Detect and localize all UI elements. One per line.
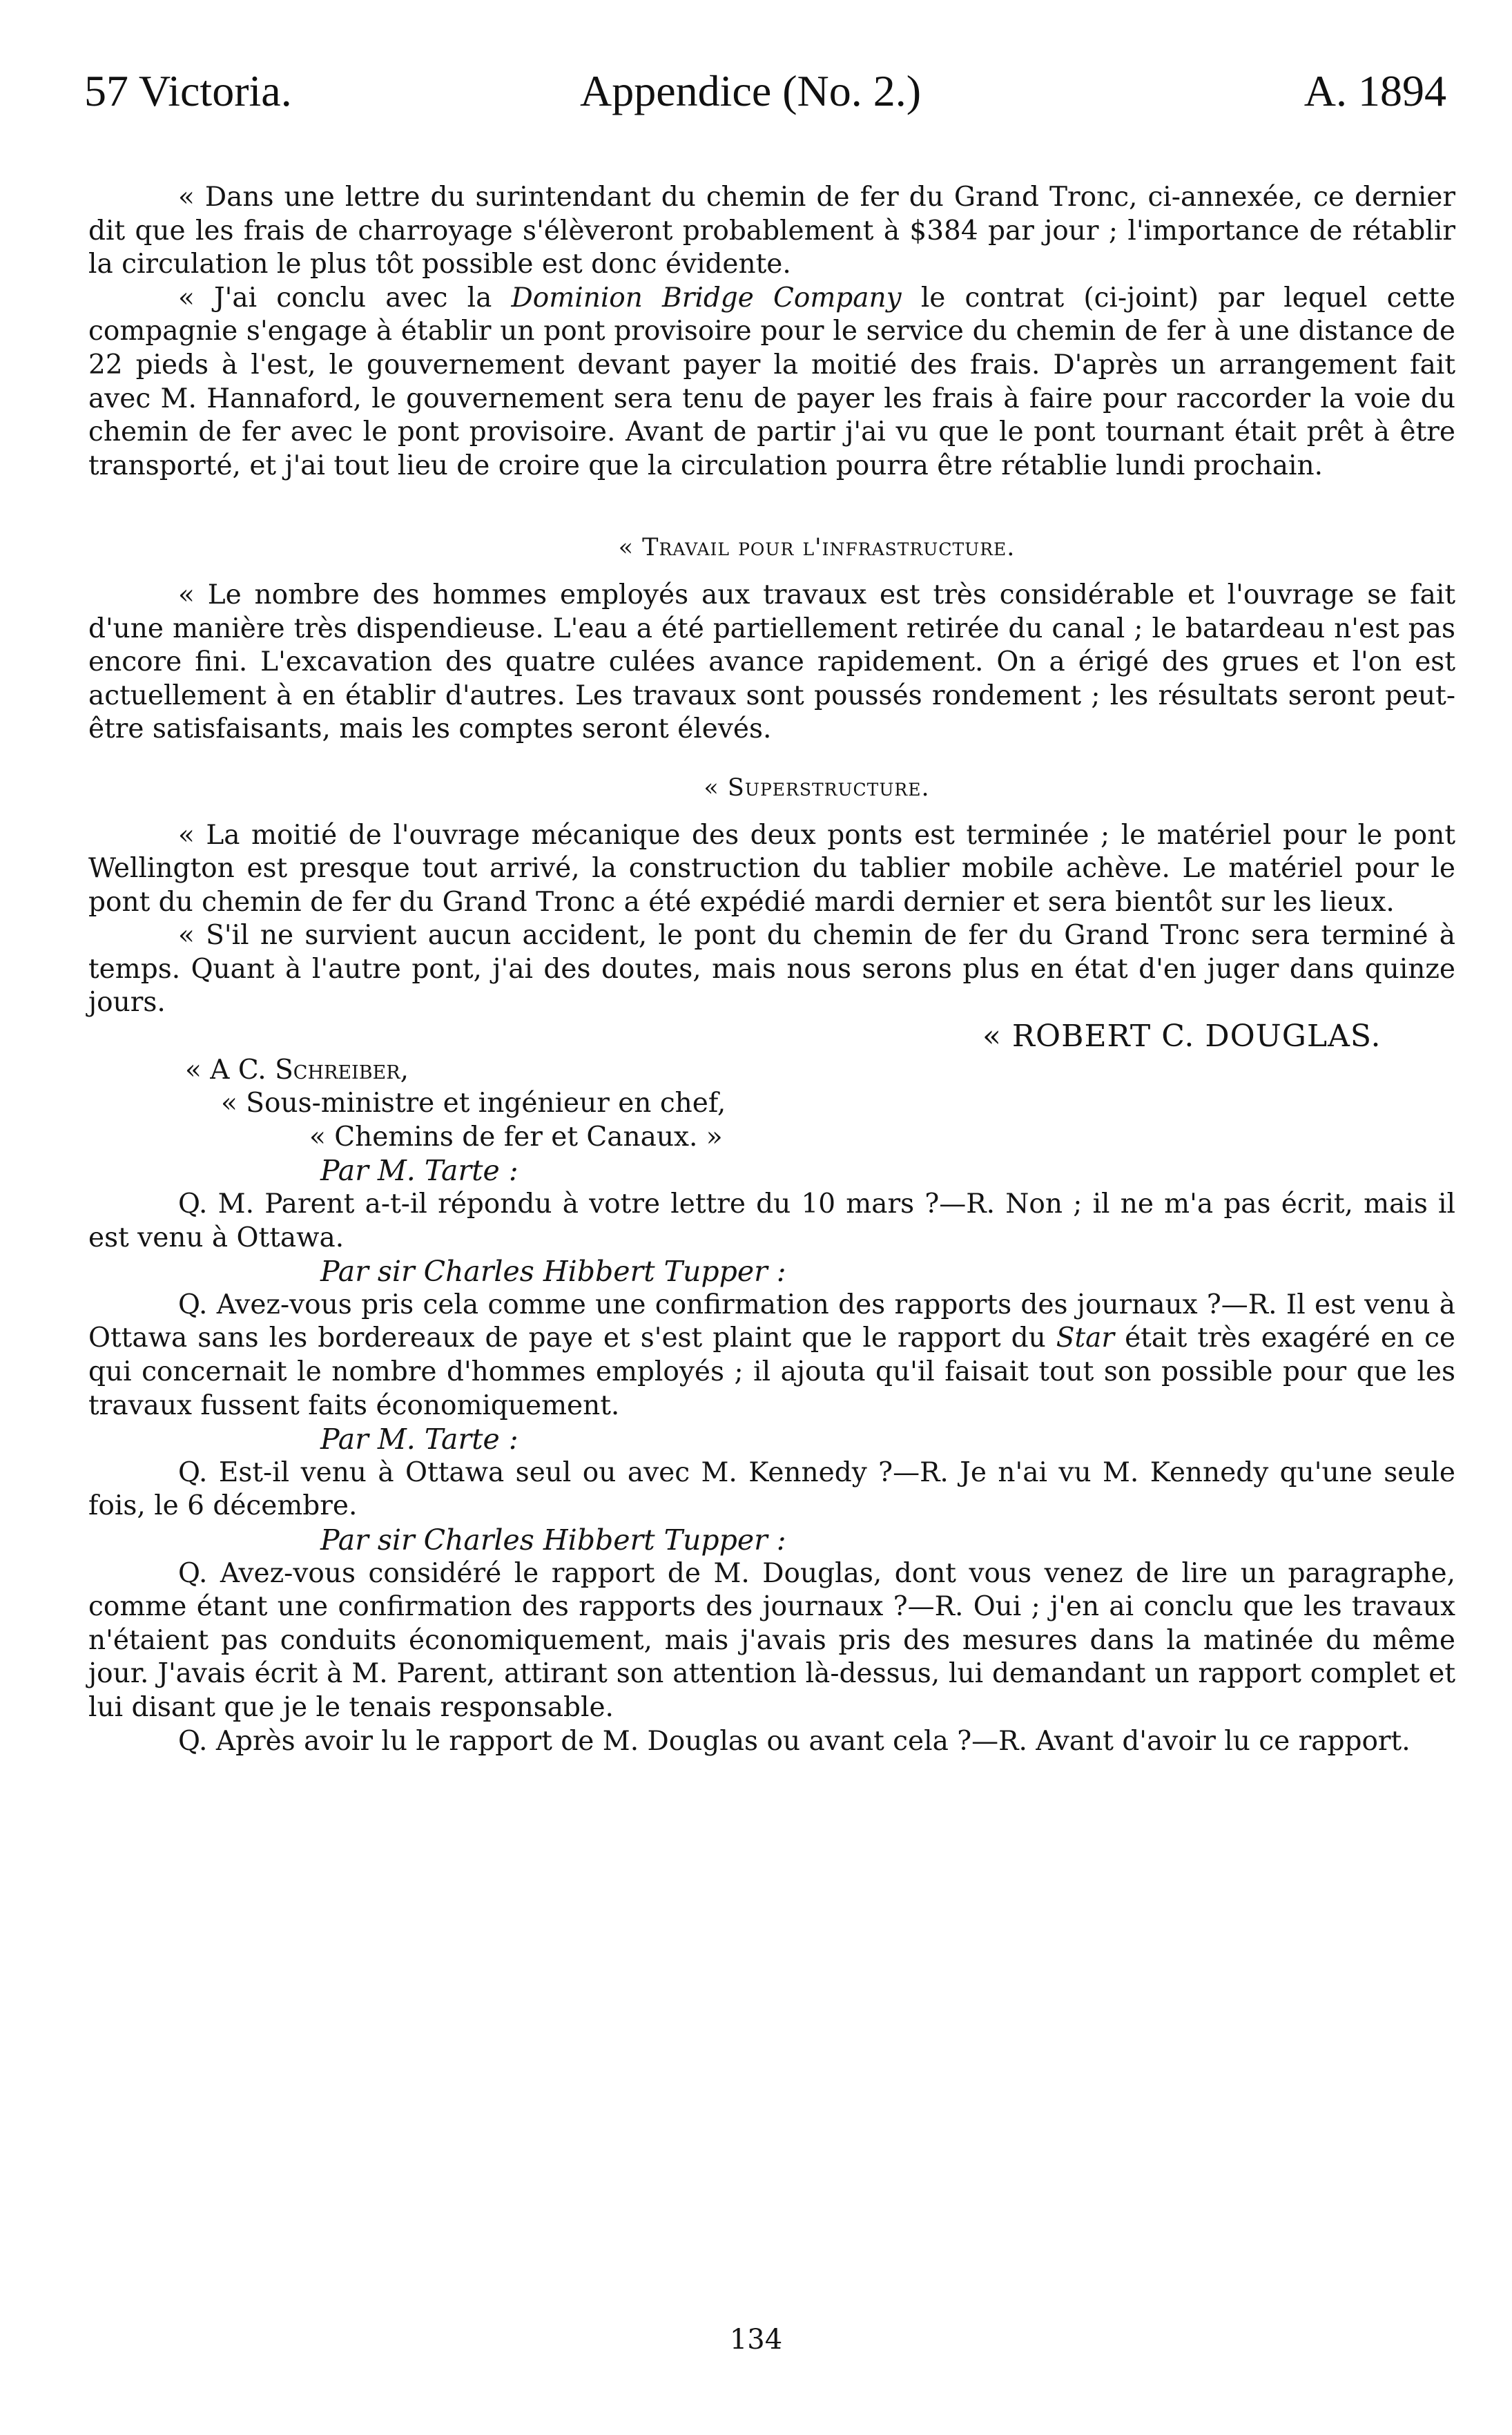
paragraph-contract [88, 282, 1455, 483]
newspaper-name: Star [1056, 1322, 1115, 1354]
paragraph-infrastructure: « Le nombre des hommes employés aux travaux est très considérable et l'ouvrage se fait d'une manière très dispendieuse. L'eau a été partiellement retirée du canal ; le batardeau n'est pas encore fini. L'excavation des quatre culées avance rapidement. On a érigé des grues et l'on est actuellement à en établir d'autres. Les travaux sont poussés rondement ; les résultats seront peut-être satisfaisants, mais les comptes seront élevés. [88, 579, 1455, 745]
paragraph-timing: « S'il ne survient aucun accident, le pont du chemin de fer du Grand Tronc sera terminé à temps. Quant à l'autre pont, j'ai des doutes, mais nous serons plus en état d'en juger dans quinze jours. [88, 920, 1455, 1019]
signature: « ROBERT C. DOUGLAS. [982, 1019, 1382, 1055]
heading-superstructure: « Superstructure. [704, 773, 930, 802]
addressee-title: « Sous-ministre et ingénieur en chef, [221, 1088, 726, 1119]
question-1: Q. M. Parent a-t-il répondu à votre lettre du 10 mars ?—R. Non ; il ne m'a pas écrit, mais il est venu à Ottawa. [88, 1188, 1455, 1253]
paragraph-superstructure: « La moitié de l'ouvrage mécanique des deux ponts est terminée ; le matériel pour le pont Wellington est presque tout arrivé, la construction du tablier mobile achève. Le matériel pour le pont du chemin de fer du Grand Tronc a été expédié mardi dernier et sera bientôt sur les lieux. [88, 819, 1455, 918]
heading-infrastructure: « Travail pour l'infrastructure. [618, 534, 1016, 562]
question-3: Q. Est-il venu à Ottawa seul ou avec M. Kennedy ?—R. Je n'ai vu M. Kennedy qu'une seule fois, le 6 décembre. [88, 1456, 1455, 1522]
header-year: A. 1894 [1303, 66, 1446, 115]
document-body [88, 181, 1455, 1758]
company-name: Dominion Bridge Company [511, 282, 902, 314]
paragraph-contract-end: le contrat (ci-joint) par lequel cette compagnie s'engage à établir un pont provisoire pour le service du chemin de fer à une distance de 22 pieds à l'est, le gouvernement devant payer la moitié des frais. D'après un arrangement fait avec M. Hannaford, le gouvernement sera tenu de payer les frais à faire pour raccorder la voie du chemin de fer avec le pont provisoire. Avant de partir j'ai vu que le pont tournant était prêt à être transporté, et j'ai tout lieu de croire que la circulation pourra être rétablie lundi prochain. [88, 282, 1455, 481]
speaker-tarte-1: Par M. Tarte : [320, 1154, 518, 1188]
header-appendix: Appendice (No. 2.) [580, 66, 922, 115]
speaker-tarte-2: Par M. Tarte : [320, 1423, 518, 1456]
addressee-department: « Chemins de fer et Canaux. » [309, 1121, 723, 1153]
question-2 [88, 1289, 1455, 1423]
page-number: 134 [729, 2324, 783, 2356]
addressee-name: « A C. Schreiber, [185, 1054, 409, 1086]
question-2-start: Q. Avez-vous pris cela comme une confirmation des rapports des journaux ?—R. Il est venu à Ottawa sans les bordereaux de paye et s'est plaint que le rapport du [88, 1289, 1455, 1354]
speaker-tupper-1: Par sir Charles Hibbert Tupper : [320, 1255, 786, 1289]
question-2-end: était très exagéré en ce qui concernait le nombre d'hommes employés ; il ajouta qu'il faisait tout son possible pour que les travaux fussent faits économiquement. [88, 1322, 1455, 1421]
question-4: Q. Avez-vous considéré le rapport de M. Douglas, dont vous venez de lire un paragraphe, comme étant une confirmation des rapports des journaux ?—R. Oui ; j'en ai conclu que les travaux n'étaient pas conduits économiquement, mais j'avais pris des mesures dans la matinée du même jour. J'avais écrit à M. Parent, attirant son attention là-dessus, lui demandant un rapport complet et lui disant que je le tenais responsable. [88, 1557, 1455, 1723]
paragraph-contract-start: « J'ai conclu avec la [178, 282, 512, 314]
question-5: Q. Après avoir lu le rapport de M. Douglas ou avant cela ?—R. Avant d'avoir lu ce rapport. [178, 1725, 1411, 1757]
header-session: 57 Victoria. [84, 66, 292, 115]
speaker-tupper-2: Par sir Charles Hibbert Tupper : [320, 1523, 786, 1557]
page-header [84, 66, 1446, 121]
paragraph-letter-intro: « Dans une lettre du surintendant du chemin de fer du Grand Tronc, ci-annexée, ce dernier dit que les frais de charroyage s'élèveront probablement à $384 par jour ; l'importance de rétablir la circulation le plus tôt possible est donc évidente. [88, 182, 1455, 280]
